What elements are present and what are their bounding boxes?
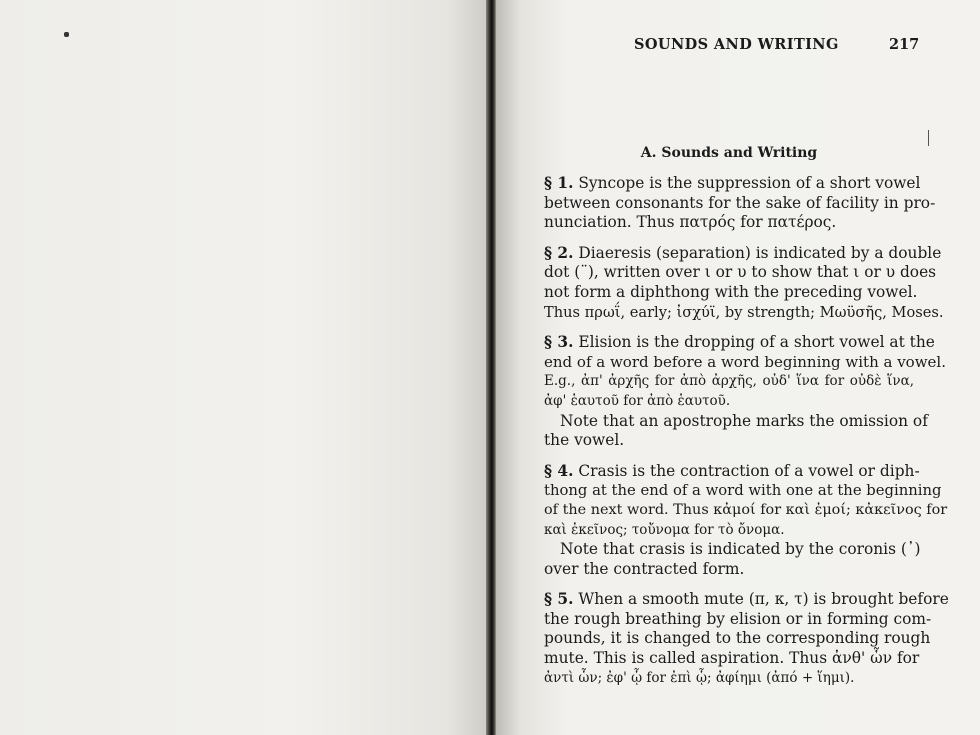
- text-line: [544, 461, 920, 482]
- section-mark: § 5.: [544, 590, 574, 609]
- text-line: end of a word before a word beginning with a vowel.: [544, 352, 946, 371]
- text-line: καὶ ἐκεῖνος; τοὔνομα for τὸ ὄνομα.: [544, 521, 785, 538]
- text-line: not form a diphthong with the preceding vowel.: [544, 282, 918, 301]
- text-line: [544, 174, 921, 194]
- ink-speck: [64, 32, 69, 37]
- book-spine: [486, 0, 496, 735]
- note-line: the vowel.: [544, 431, 625, 450]
- text-line: the rough breathing by elision or in forming com-: [544, 609, 932, 628]
- paragraph-2: [544, 243, 944, 322]
- text-line: [544, 243, 942, 264]
- text-line: ἀφ' ἑαυτοῦ for ἀπὸ ἑαυτοῦ.: [544, 392, 731, 409]
- text-line: pounds, it is changed to the corresponding rough: [544, 629, 931, 648]
- section-mark: § 2.: [544, 243, 574, 262]
- text-line: thong at the end of a word with one at the beginning: [544, 482, 942, 500]
- text-line: of the next word. Thus κἀμοί for καὶ ἐμοί; κἀκεῖνος for: [544, 501, 948, 518]
- note-line: over the contracted form.: [544, 559, 745, 578]
- text-line: nunciation. Thus πατρός for πατέρος.: [544, 213, 837, 232]
- margin-mark: [928, 130, 929, 146]
- text-line: Thus πρωΐ, early; ἰσχύϊ, by strength; Μωϋσῆς, Moses.: [544, 303, 944, 321]
- paragraph-3: [544, 333, 946, 451]
- text-line: mute. This is called aspiration. Thus ἀνθ' ὧν for: [544, 649, 920, 668]
- text-line: between consonants for the sake of facility in pro-: [544, 193, 936, 212]
- body-text: [544, 174, 949, 699]
- page-number: 217: [889, 36, 920, 53]
- note-line: Note that an apostrophe marks the omission of: [560, 411, 928, 430]
- section-mark: § 3.: [544, 333, 574, 352]
- line-text: Diaeresis (separation) is indicated by a double: [573, 243, 942, 262]
- section-mark: § 4.: [544, 461, 574, 480]
- paragraph-5: [544, 590, 949, 688]
- paragraph-1: [544, 174, 936, 233]
- text-line: [544, 590, 949, 610]
- text-line: [544, 333, 935, 353]
- note-line: Note that crasis is indicated by the coronis (᾽): [560, 540, 921, 559]
- left-page: [0, 0, 486, 735]
- section-mark: § 1.: [544, 174, 574, 192]
- line-text: When a smooth mute (π, κ, τ) is brought before: [573, 590, 949, 609]
- section-title: A. Sounds and Writing: [640, 145, 818, 161]
- text-line: ἀντὶ ὧν; ἐφ' ᾧ for ἐπὶ ᾧ; ἀφίημι (ἀπό + ἵημι).: [544, 669, 855, 686]
- line-text: Elision is the dropping of a short vowel at the: [573, 333, 935, 352]
- paragraph-4: [544, 461, 948, 580]
- text-line: E.g., ἀπ' ἀρχῆς for ἀπὸ ἀρχῆς, οὐδ' ἵνα for οὐδὲ ἵνα,: [544, 373, 914, 390]
- text-line: dot (¨), written over ι or υ to show that ι or υ does: [544, 263, 937, 282]
- running-header: SOUNDS AND WRITING: [634, 36, 839, 53]
- line-text: Syncope is the suppression of a short vowel: [573, 174, 921, 192]
- line-text: Crasis is the contraction of a vowel or diph-: [573, 461, 920, 480]
